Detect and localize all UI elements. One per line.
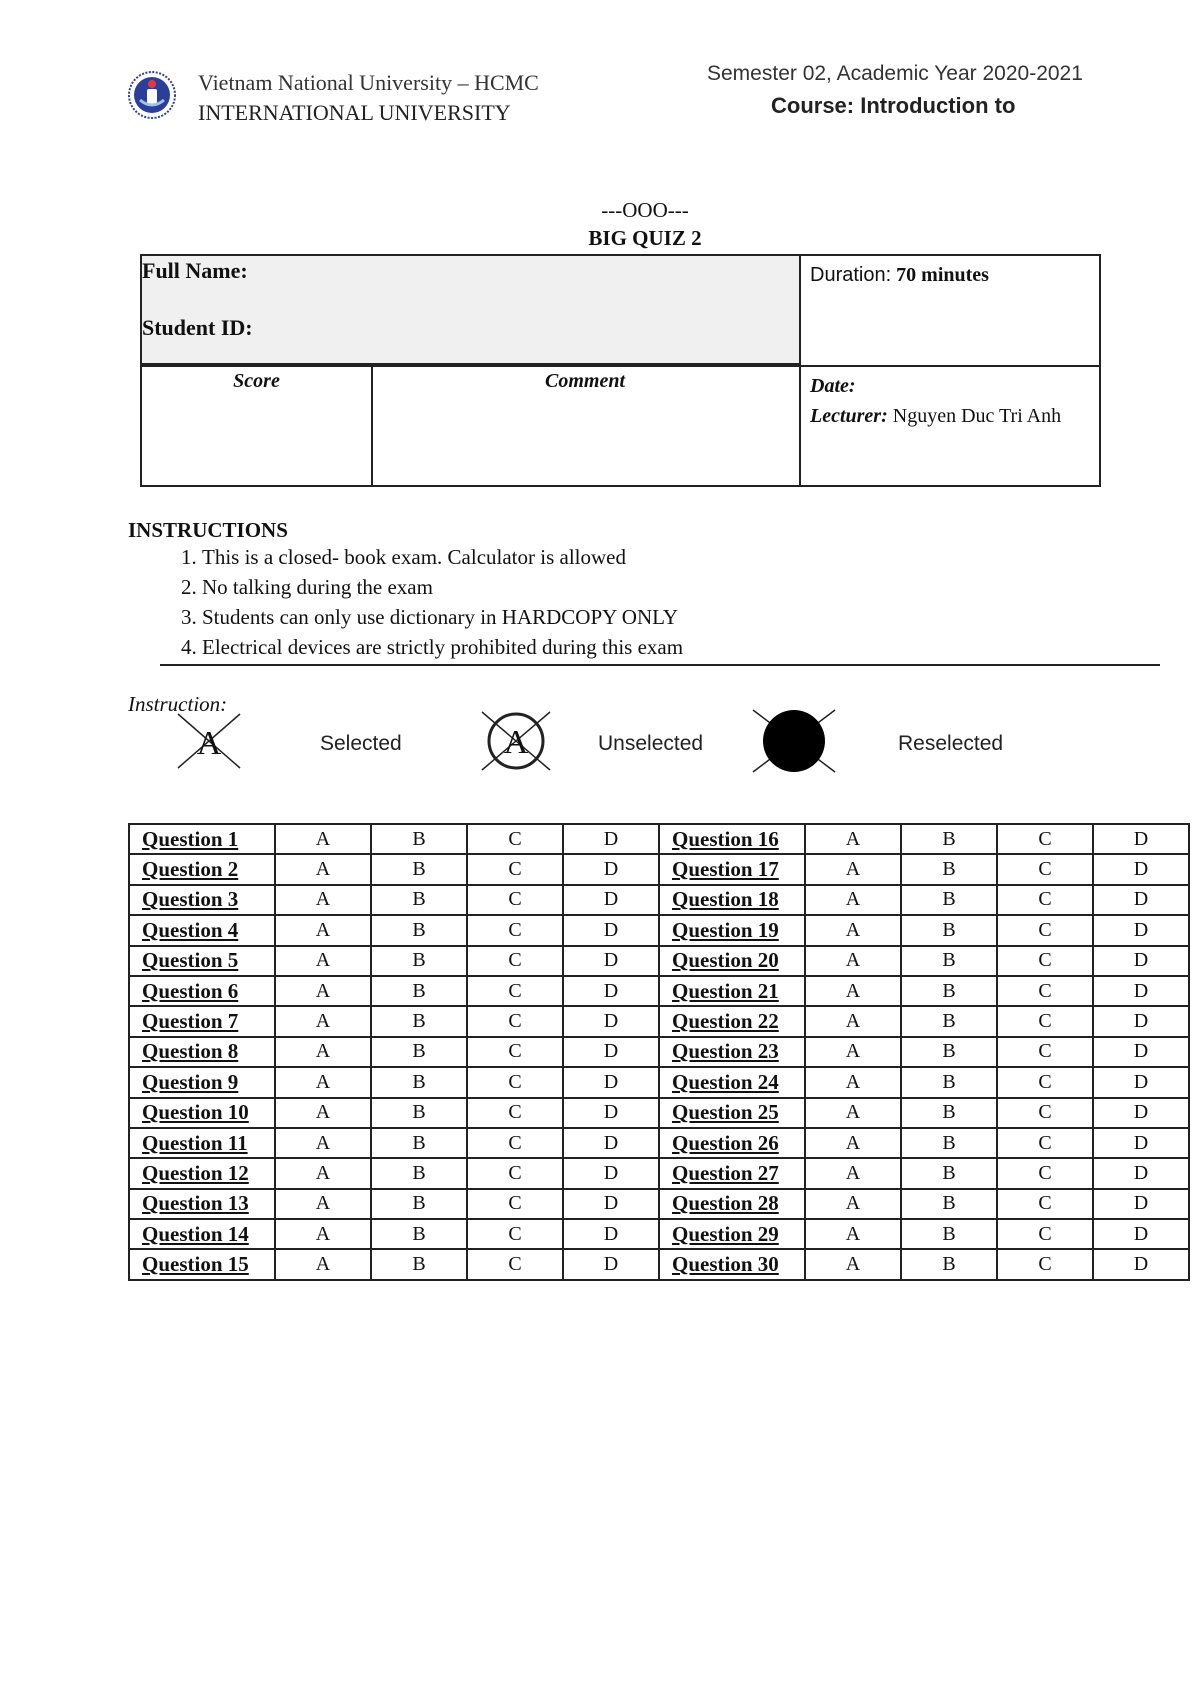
- answer-option-left-1[interactable]: B: [371, 854, 467, 884]
- answer-option-right-0[interactable]: A: [805, 1037, 901, 1067]
- answer-option-right-0[interactable]: A: [805, 1189, 901, 1219]
- reselected-mark-icon: [749, 706, 839, 776]
- table-row: [129, 854, 1189, 884]
- answer-option-left-2[interactable]: C: [467, 1249, 563, 1279]
- answer-option-left-2[interactable]: C: [467, 1067, 563, 1097]
- table-row: [129, 976, 1189, 1006]
- answer-option-right-2[interactable]: C: [997, 1189, 1093, 1219]
- full-name-label: Full Name:: [142, 258, 248, 283]
- answer-option-right-1[interactable]: B: [901, 1006, 997, 1036]
- answer-option-right-0[interactable]: A: [805, 1128, 901, 1158]
- answer-option-right-3[interactable]: D: [1093, 1249, 1189, 1279]
- university-logo-icon: [127, 70, 177, 120]
- answer-option-right-1[interactable]: B: [901, 1067, 997, 1097]
- question-label: Question 26: [659, 1128, 805, 1158]
- answer-option-left-2[interactable]: C: [467, 915, 563, 945]
- table-row: [129, 824, 1189, 854]
- answer-option-left-3[interactable]: D: [563, 946, 659, 976]
- table-row: [129, 946, 1189, 976]
- answer-option-right-0[interactable]: A: [805, 1067, 901, 1097]
- table-row: [129, 885, 1189, 915]
- date-label: Date:: [810, 375, 856, 397]
- answer-option-left-0[interactable]: A: [275, 1128, 371, 1158]
- answer-option-left-1[interactable]: B: [371, 824, 467, 854]
- answer-option-right-3[interactable]: D: [1093, 1037, 1189, 1067]
- separator: ---OOO---: [601, 198, 689, 222]
- answer-option-right-0[interactable]: A: [805, 1219, 901, 1249]
- answer-option-right-1[interactable]: B: [901, 1037, 997, 1067]
- answer-option-left-0[interactable]: A: [275, 1189, 371, 1219]
- answer-option-right-3[interactable]: D: [1093, 1128, 1189, 1158]
- answer-option-left-1[interactable]: B: [371, 1219, 467, 1249]
- answer-option-left-0[interactable]: A: [275, 976, 371, 1006]
- answer-option-left-1[interactable]: B: [371, 885, 467, 915]
- answer-option-right-2[interactable]: C: [997, 854, 1093, 884]
- answer-option-left-0[interactable]: A: [275, 1098, 371, 1128]
- answer-option-right-2[interactable]: C: [997, 1098, 1093, 1128]
- answer-option-right-1[interactable]: B: [901, 915, 997, 945]
- answer-option-left-1[interactable]: B: [371, 1249, 467, 1279]
- answer-option-left-2[interactable]: C: [467, 885, 563, 915]
- answer-option-right-3[interactable]: D: [1093, 1158, 1189, 1188]
- answer-option-right-2[interactable]: C: [997, 1249, 1093, 1279]
- semester-info: Semester 02, Academic Year 2020-2021: [707, 62, 1083, 85]
- answer-option-right-1[interactable]: B: [901, 1219, 997, 1249]
- answer-option-right-0[interactable]: A: [805, 1098, 901, 1128]
- answer-option-left-2[interactable]: C: [467, 1037, 563, 1067]
- answer-option-left-3[interactable]: D: [563, 1189, 659, 1219]
- answer-option-right-3[interactable]: D: [1093, 885, 1189, 915]
- legend-heading: Instruction:: [128, 692, 228, 716]
- answer-option-left-1[interactable]: B: [371, 1189, 467, 1219]
- answer-option-left-3[interactable]: D: [563, 1098, 659, 1128]
- answer-option-right-0[interactable]: A: [805, 915, 901, 945]
- answer-option-left-2[interactable]: C: [467, 976, 563, 1006]
- answer-option-right-1[interactable]: B: [901, 854, 997, 884]
- answer-option-right-2[interactable]: C: [997, 915, 1093, 945]
- answer-option-left-2[interactable]: C: [467, 1189, 563, 1219]
- answer-option-left-1[interactable]: B: [371, 1128, 467, 1158]
- table-row: [129, 1006, 1189, 1036]
- answer-option-right-2[interactable]: C: [997, 976, 1093, 1006]
- question-label: Question 22: [659, 1006, 805, 1036]
- table-row: [129, 1128, 1189, 1158]
- answer-option-left-3[interactable]: D: [563, 1128, 659, 1158]
- divider: [801, 365, 1099, 367]
- answer-option-right-1[interactable]: B: [901, 824, 997, 854]
- answer-option-left-3[interactable]: D: [563, 885, 659, 915]
- answer-option-left-3[interactable]: D: [563, 1037, 659, 1067]
- answer-option-left-3[interactable]: D: [563, 915, 659, 945]
- answer-option-right-1[interactable]: B: [901, 1249, 997, 1279]
- answer-option-left-3[interactable]: D: [563, 976, 659, 1006]
- answer-option-left-1[interactable]: B: [371, 1067, 467, 1097]
- reselected-label: Reselected: [898, 732, 1004, 755]
- question-label: Question 9: [129, 1067, 275, 1097]
- table-row: [129, 1037, 1189, 1067]
- answer-option-right-3[interactable]: D: [1093, 1219, 1189, 1249]
- lecturer-field: [810, 405, 1061, 428]
- answer-option-left-3[interactable]: D: [563, 854, 659, 884]
- answer-option-right-1[interactable]: B: [901, 1189, 997, 1219]
- table-row: [129, 1189, 1189, 1219]
- answer-option-right-3[interactable]: D: [1093, 854, 1189, 884]
- answer-option-right-3[interactable]: D: [1093, 915, 1189, 945]
- question-label: Question 24: [659, 1067, 805, 1097]
- question-label: Question 13: [129, 1189, 275, 1219]
- table-row: [129, 1219, 1189, 1249]
- question-label: Question 11: [129, 1128, 275, 1158]
- question-label: Question 25: [659, 1098, 805, 1128]
- instructions-list: [140, 542, 683, 662]
- mark-letter: A: [503, 724, 529, 761]
- instructions-heading: INSTRUCTIONS: [128, 518, 288, 542]
- answer-option-right-2[interactable]: C: [997, 1037, 1093, 1067]
- answer-grid: [128, 823, 1190, 1281]
- question-label: Question 27: [659, 1158, 805, 1188]
- answer-option-left-1[interactable]: B: [371, 915, 467, 945]
- answer-option-left-1[interactable]: B: [371, 1098, 467, 1128]
- answer-option-right-1[interactable]: B: [901, 1098, 997, 1128]
- answer-option-right-3[interactable]: D: [1093, 1067, 1189, 1097]
- question-label: Question 28: [659, 1189, 805, 1219]
- answer-option-right-3[interactable]: D: [1093, 1006, 1189, 1036]
- question-label: Question 15: [129, 1249, 275, 1279]
- answer-option-left-2[interactable]: C: [467, 1158, 563, 1188]
- question-label: Question 4: [129, 915, 275, 945]
- institution-name: INTERNATIONAL UNIVERSITY: [198, 100, 511, 125]
- answer-option-left-0[interactable]: A: [275, 824, 371, 854]
- lecturer-name: Nguyen Duc Tri Anh: [892, 405, 1062, 427]
- answer-option-left-3[interactable]: D: [563, 1006, 659, 1036]
- answer-option-right-2[interactable]: C: [997, 1006, 1093, 1036]
- question-label: Question 30: [659, 1249, 805, 1279]
- answer-option-right-0[interactable]: A: [805, 946, 901, 976]
- question-label: Question 23: [659, 1037, 805, 1067]
- answer-option-right-0[interactable]: A: [805, 824, 901, 854]
- question-label: Question 16: [659, 824, 805, 854]
- question-label: Question 5: [129, 946, 275, 976]
- page-title: BIG QUIZ 2: [588, 226, 702, 250]
- answer-option-left-1[interactable]: B: [371, 1158, 467, 1188]
- answer-option-left-1[interactable]: B: [371, 1037, 467, 1067]
- question-label: Question 17: [659, 854, 805, 884]
- answer-option-right-2[interactable]: C: [997, 1158, 1093, 1188]
- answer-option-right-2[interactable]: C: [997, 946, 1093, 976]
- duration: [810, 264, 989, 287]
- answer-option-left-1[interactable]: B: [371, 1006, 467, 1036]
- lecturer-label: Lecturer:: [810, 405, 888, 427]
- answer-option-left-2[interactable]: C: [467, 946, 563, 976]
- date-field: [810, 375, 856, 398]
- answer-option-right-2[interactable]: C: [997, 1219, 1093, 1249]
- answer-option-left-2[interactable]: C: [467, 1219, 563, 1249]
- mark-letter: A: [196, 725, 222, 762]
- question-label: Question 21: [659, 976, 805, 1006]
- answer-option-left-0[interactable]: A: [275, 854, 371, 884]
- selected-label: Selected: [320, 732, 402, 755]
- question-label: Question 1: [129, 824, 275, 854]
- question-label: Question 3: [129, 885, 275, 915]
- table-row: [129, 1067, 1189, 1097]
- answer-option-left-3[interactable]: D: [563, 1249, 659, 1279]
- answer-option-left-0[interactable]: A: [275, 885, 371, 915]
- answer-option-right-2[interactable]: C: [997, 885, 1093, 915]
- answer-option-left-0[interactable]: A: [275, 1219, 371, 1249]
- answer-option-right-1[interactable]: B: [901, 1128, 997, 1158]
- question-label: Question 18: [659, 885, 805, 915]
- answer-option-right-2[interactable]: C: [997, 1067, 1093, 1097]
- answer-option-right-2[interactable]: C: [997, 1128, 1093, 1158]
- list-item: 1. This is a closed- book exam. Calculator is allowed: [202, 542, 683, 572]
- question-label: Question 29: [659, 1219, 805, 1249]
- table-row: [129, 915, 1189, 945]
- question-label: Question 19: [659, 915, 805, 945]
- answer-option-left-2[interactable]: C: [467, 1128, 563, 1158]
- answer-option-right-0[interactable]: A: [805, 854, 901, 884]
- answer-option-left-3[interactable]: D: [563, 1158, 659, 1188]
- answer-option-right-0[interactable]: A: [805, 976, 901, 1006]
- selected-mark-icon: [176, 710, 242, 772]
- question-label: Question 6: [129, 976, 275, 1006]
- answer-option-right-1[interactable]: B: [901, 946, 997, 976]
- duration-value: 70 minutes: [896, 264, 989, 286]
- question-label: Question 20: [659, 946, 805, 976]
- question-label: Question 14: [129, 1219, 275, 1249]
- list-item: 3. Students can only use dictionary in HARDCOPY ONLY: [202, 602, 683, 632]
- answer-option-left-0[interactable]: A: [275, 1067, 371, 1097]
- answer-option-left-2[interactable]: C: [467, 854, 563, 884]
- student-fields-area: [142, 256, 801, 365]
- answer-option-left-0[interactable]: A: [275, 915, 371, 945]
- answer-option-right-3[interactable]: D: [1093, 976, 1189, 1006]
- answer-option-left-3[interactable]: D: [563, 1067, 659, 1097]
- answer-option-left-1[interactable]: B: [371, 946, 467, 976]
- answer-option-right-0[interactable]: A: [805, 1158, 901, 1188]
- unselected-label: Unselected: [598, 732, 704, 755]
- question-label: Question 8: [129, 1037, 275, 1067]
- duration-label: Duration:: [810, 264, 892, 286]
- answer-option-left-2[interactable]: C: [467, 1098, 563, 1128]
- question-label: Question 7: [129, 1006, 275, 1036]
- answer-option-right-1[interactable]: B: [901, 976, 997, 1006]
- question-label: Question 10: [129, 1098, 275, 1128]
- answer-option-left-0[interactable]: A: [275, 1037, 371, 1067]
- table-row: [129, 1098, 1189, 1128]
- divider: [160, 664, 1160, 666]
- answer-option-right-2[interactable]: C: [997, 824, 1093, 854]
- score-label: Score: [233, 370, 280, 392]
- answer-option-right-1[interactable]: B: [901, 885, 997, 915]
- answer-option-left-0[interactable]: A: [275, 1249, 371, 1279]
- answer-option-left-3[interactable]: D: [563, 1219, 659, 1249]
- table-row: [129, 1158, 1189, 1188]
- answer-option-left-0[interactable]: A: [275, 1158, 371, 1188]
- answer-option-right-3[interactable]: D: [1093, 946, 1189, 976]
- answer-option-left-0[interactable]: A: [275, 1006, 371, 1036]
- answer-option-right-0[interactable]: A: [805, 885, 901, 915]
- answer-option-right-3[interactable]: D: [1093, 1098, 1189, 1128]
- course-title: Course: Introduction to: [771, 93, 1016, 118]
- unselected-mark-icon: [478, 708, 554, 774]
- answer-option-right-0[interactable]: A: [805, 1249, 901, 1279]
- answer-option-left-1[interactable]: B: [371, 976, 467, 1006]
- question-label: Question 12: [129, 1158, 275, 1188]
- answer-option-left-2[interactable]: C: [467, 1006, 563, 1036]
- answer-option-right-3[interactable]: D: [1093, 1189, 1189, 1219]
- divider: [799, 365, 801, 485]
- table-row: [129, 1249, 1189, 1279]
- list-item: 4. Electrical devices are strictly prohibited during this exam: [202, 632, 683, 662]
- question-label: Question 2: [129, 854, 275, 884]
- answer-option-right-1[interactable]: B: [901, 1158, 997, 1188]
- student-id-label: Student ID:: [142, 315, 253, 340]
- answer-option-left-3[interactable]: D: [563, 824, 659, 854]
- divider: [142, 365, 801, 367]
- answer-option-right-0[interactable]: A: [805, 1006, 901, 1036]
- answer-option-left-0[interactable]: A: [275, 946, 371, 976]
- university-name: Vietnam National University – HCMC: [198, 70, 539, 95]
- answer-option-left-2[interactable]: C: [467, 824, 563, 854]
- comment-label: Comment: [544, 370, 625, 392]
- answer-option-right-3[interactable]: D: [1093, 824, 1189, 854]
- list-item: 2. No talking during the exam: [202, 572, 683, 602]
- student-info-box: [140, 254, 1101, 487]
